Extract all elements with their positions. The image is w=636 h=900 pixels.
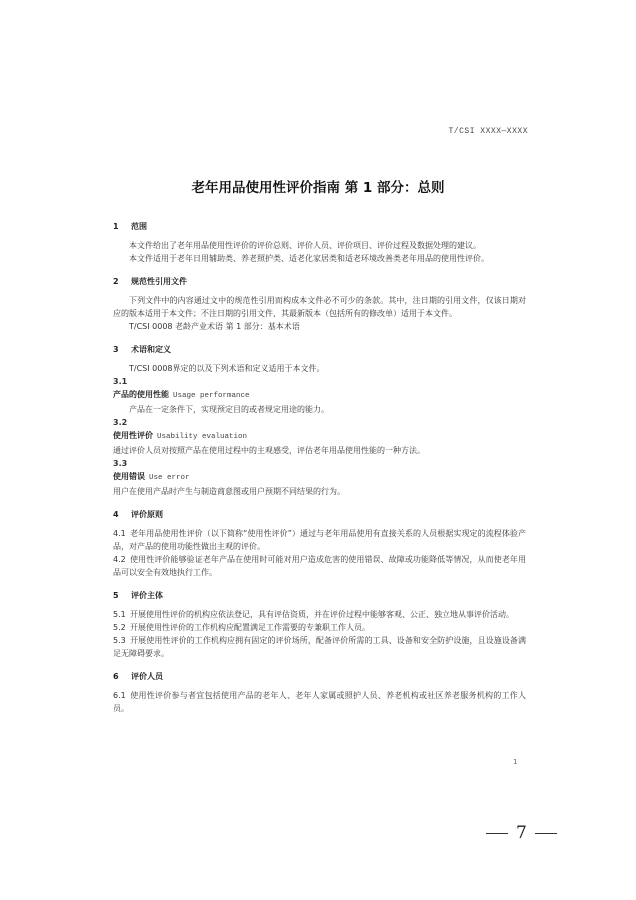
section-terms-definitions <box>113 343 526 498</box>
document-title: 老年用品使用性评价指南 第 1 部分：总则 <box>191 180 445 196</box>
term-entry: 3.3 使用错误 Use error 用户在使用产品时产生与制造商意图或用户预期不同结果的行为。 <box>113 459 345 496</box>
paragraph: T/CSI 0008界定的以及下列术语和定义适用于本文件。 <box>129 364 325 373</box>
section-heading: 5 评价主体 <box>113 591 163 600</box>
page-number: 7 <box>516 823 527 843</box>
inner-page-number: 1 <box>513 758 518 766</box>
paragraph: 本文件适用于老年日用辅助类、养老照护类、适老化家居类和适老环境改善类老年用品的使用性评价。 <box>129 254 489 263</box>
paragraph: 本文件给出了老年用品使用性评价的评价总则、评价人员、评价项目、评价过程及数据处理的建议。 <box>129 241 481 250</box>
section-scope <box>113 220 526 265</box>
clause: 5.2 开展使用性评价的工作机构应配置满足工作需要的专兼职工作人员。 <box>113 623 370 632</box>
section-normative-references <box>113 275 526 333</box>
section-heading: 2 规范性引用文件 <box>113 277 187 286</box>
clause: 5.3 开展使用性评价的工作机构应拥有固定的评价场所，配备评价所需的工具、设备和安全防护设施，且设施设备满足无障碍要求。 <box>113 636 526 658</box>
section-heading: 1 范围 <box>113 222 147 231</box>
clause: 4.2 使用性评价能够验证老年产品在使用时可能对用户造成危害的使用错误、故障或功能降低等情况，从而使老年用品可以安全有效地执行工作。 <box>113 555 526 577</box>
section-evaluators <box>113 670 526 715</box>
section-evaluation-principles <box>113 508 526 579</box>
footer-dash-left <box>486 833 508 834</box>
section-heading: 4 评价原则 <box>113 510 163 519</box>
reference-entry: T/CSI 0008 老龄产业术语 第 1 部分：基本术语 <box>129 322 300 331</box>
standard-code: T/CSI XXXX—XXXX <box>448 127 528 136</box>
clause: 6.1 使用性评价参与者宜包括使用产品的老年人、老年人家属或照护人员、养老机构或社区养老服务机构的工作人员。 <box>113 691 526 713</box>
clause: 4.1 老年用品使用性评价（以下简称“使用性评价”）通过与老年用品使用有直接关系的人员根据实现定的流程体验产品，对产品的使用功能性做出主观的评价。 <box>113 529 526 551</box>
document-body <box>113 220 526 715</box>
term-entry: 3.2 使用性评价 Usability evaluation 通过评价人员对按照产品在使用过程中的主观感受，评估老年用品使用性能的一种方法。 <box>113 418 425 455</box>
section-heading: 3 术语和定义 <box>113 345 171 354</box>
page-footer <box>486 823 557 843</box>
section-evaluation-subject <box>113 589 526 660</box>
section-heading: 6 评价人员 <box>113 672 163 681</box>
term-entry: 3.1 产品的使用性能 Usage performance 产品在一定条件下，实现预定目的或者规定用途的能力。 <box>113 377 329 414</box>
footer-dash-right <box>535 833 557 834</box>
clause: 5.1 开展使用性评价的机构应依法登记，具有评估资质，并在评价过程中能够客观、公正、独立地从事评价活动。 <box>113 610 514 619</box>
paragraph: 下列文件中的内容通过文中的规范性引用而构成本文件必不可少的条款。其中，注日期的引用文件，仅该日期对应的版本适用于本文件；不注日期的引用文件，其最新版本（包括所有的修改单）适用于本文件。 <box>113 296 526 318</box>
